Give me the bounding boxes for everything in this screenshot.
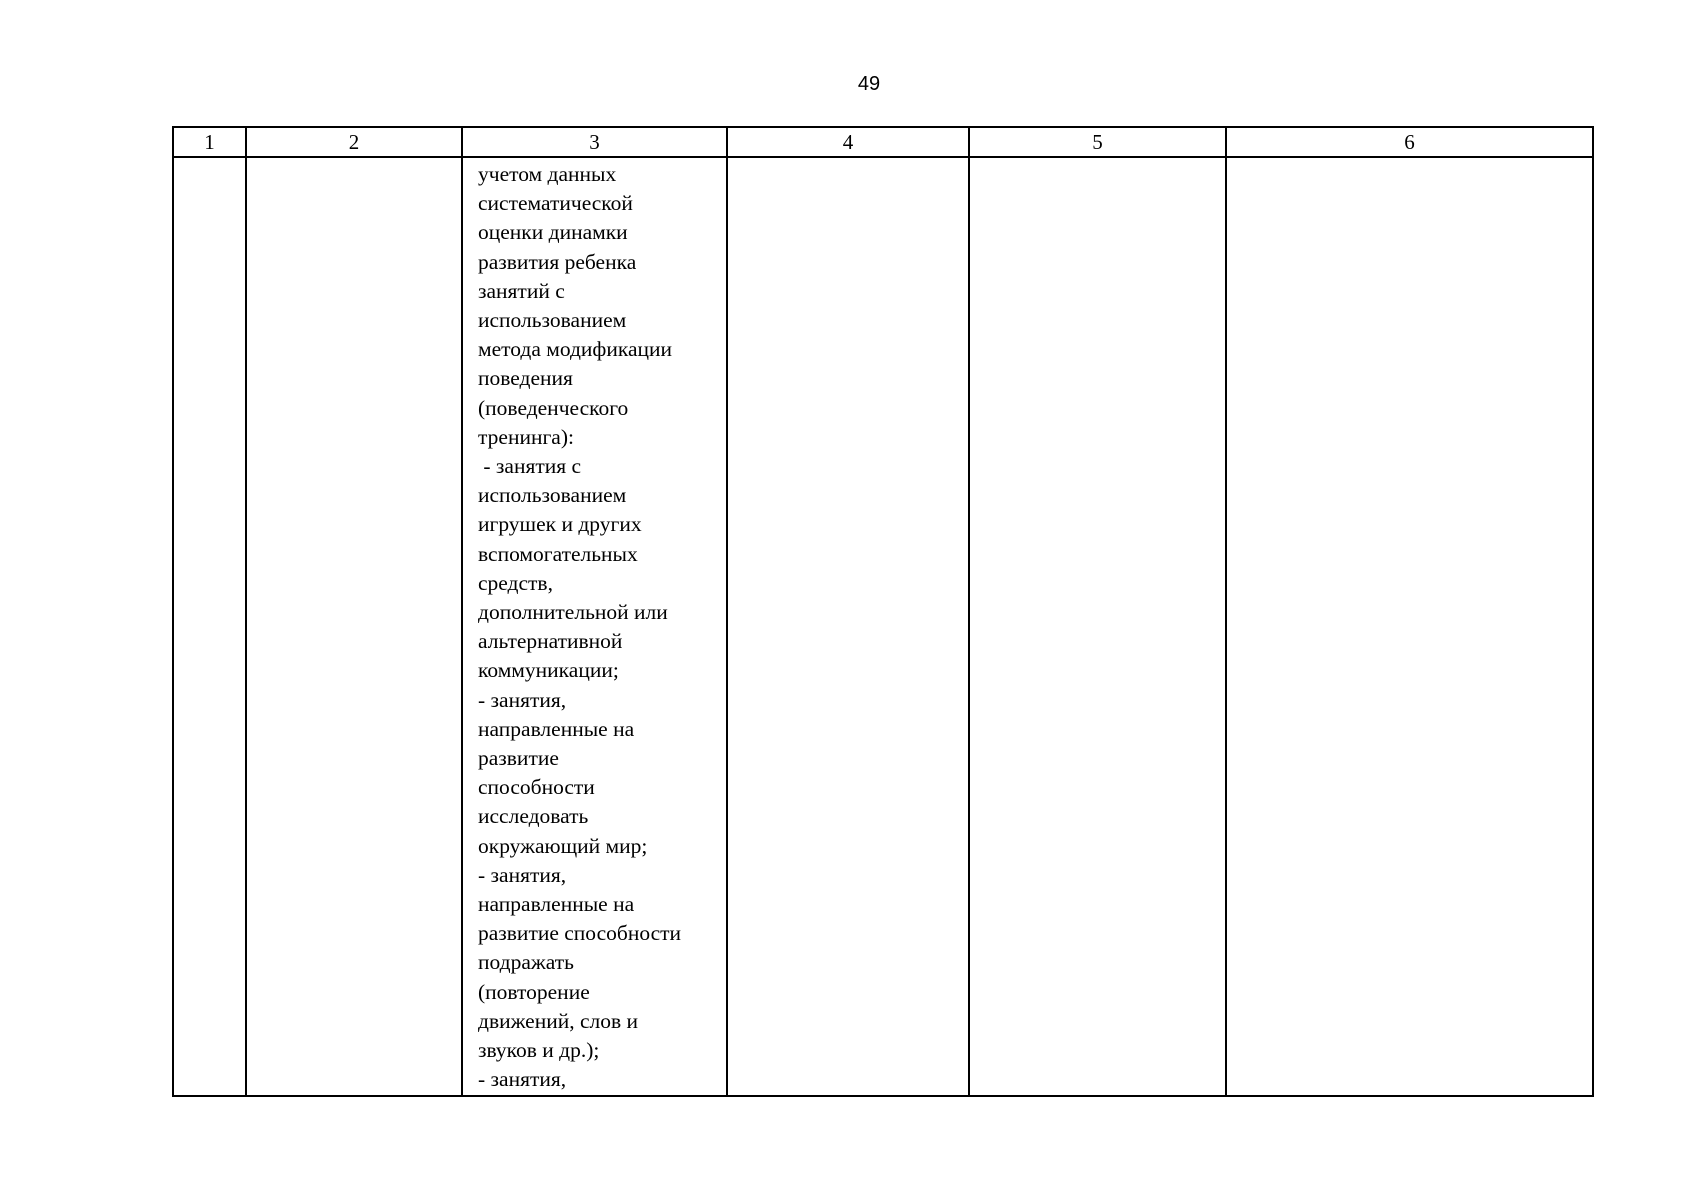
text-line: метода модификации xyxy=(478,337,673,362)
text-line: альтернативной xyxy=(478,629,623,654)
text-line: оценки динамки xyxy=(478,220,628,245)
table-cell-col1 xyxy=(173,157,246,1096)
text-line: средств, xyxy=(478,570,553,595)
text-line: направленные на xyxy=(478,892,635,917)
text-line: способности xyxy=(478,775,595,800)
text-line: занятий с xyxy=(478,278,565,303)
text-line: развития ребенка xyxy=(478,249,637,274)
text-line: - занятия, xyxy=(478,1067,567,1092)
column-header-4: 4 xyxy=(727,127,969,157)
text-line: поведения xyxy=(478,366,573,391)
text-line: - занятия, xyxy=(478,687,567,712)
page-number: 49 xyxy=(857,73,881,95)
text-line: подражать xyxy=(478,950,574,975)
text-line: (поведенческого xyxy=(478,395,629,420)
text-line: коммуникации; xyxy=(478,658,619,683)
table-row xyxy=(173,157,1593,1096)
text-line: направленные на xyxy=(478,716,635,741)
column-header-2: 2 xyxy=(246,127,462,157)
text-line: - занятия с xyxy=(478,454,582,479)
document-table xyxy=(172,126,1594,1097)
table-cell-col2 xyxy=(246,157,462,1096)
text-line: использованием xyxy=(478,308,627,333)
column-header-6: 6 xyxy=(1226,127,1593,157)
text-line: развитие способности xyxy=(478,921,682,946)
text-line: звуков и др.); xyxy=(478,1038,600,1063)
cell-text-col3 xyxy=(463,158,726,1095)
text-line: - занятия, xyxy=(478,862,567,887)
text-line: (повторение xyxy=(478,979,590,1004)
text-line: учетом данных xyxy=(478,162,617,186)
table-cell-col4 xyxy=(727,157,969,1096)
table-cell-col3 xyxy=(462,157,727,1096)
text-line: движений, слов и xyxy=(478,1008,639,1033)
text-line: использованием xyxy=(478,483,627,508)
table-cell-col6 xyxy=(1226,157,1593,1096)
column-header-3: 3 xyxy=(462,127,727,157)
text-line: развитие xyxy=(478,746,559,771)
table-header-row xyxy=(173,127,1593,157)
text-line: окружающий мир; xyxy=(478,833,648,858)
text-line: систематической xyxy=(478,191,633,216)
text-line: дополнительной или xyxy=(478,600,668,625)
text-line: тренинга): xyxy=(478,424,574,449)
text-line: игрушек и других xyxy=(478,512,642,537)
column-header-5: 5 xyxy=(969,127,1226,157)
column-header-1: 1 xyxy=(173,127,246,157)
table-cell-col5 xyxy=(969,157,1226,1096)
text-line: исследовать xyxy=(478,804,589,829)
text-line: вспомогательных xyxy=(478,541,638,566)
